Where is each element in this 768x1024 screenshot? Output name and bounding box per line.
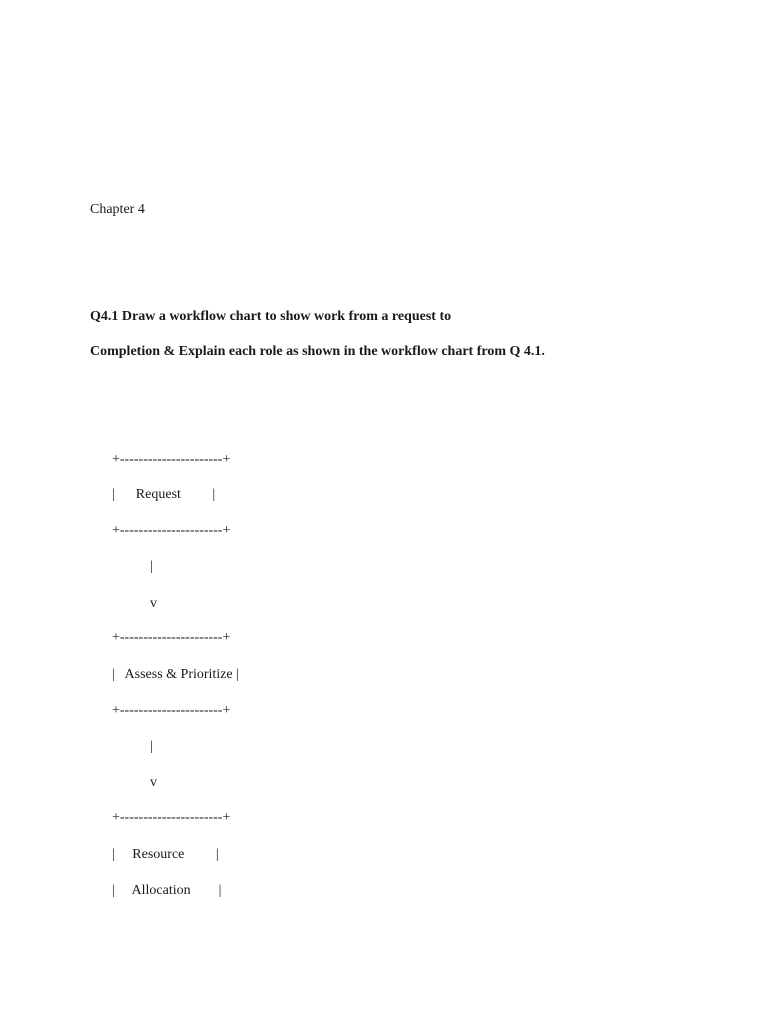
workflow-box-border: +----------------------+ [112,703,231,718]
question-text-line-2: Completion & Explain each role as shown in the workflow chart from Q 4.1. [90,344,545,359]
workflow-box-border: +----------------------+ [112,523,231,538]
workflow-step-resource: | Resource | [112,847,219,862]
workflow-step-request: | Request | [112,487,216,502]
workflow-arrow: v [150,775,157,790]
workflow-connector: | [150,559,153,574]
workflow-connector: | [150,739,153,754]
workflow-step-assess-prioritize: | Assess & Prioritize | [112,667,239,682]
workflow-arrow: v [150,596,157,611]
workflow-step-allocation: | Allocation | [112,883,222,898]
workflow-box-border: +----------------------+ [112,630,231,645]
workflow-box-border: +----------------------+ [112,452,231,467]
chapter-heading: Chapter 4 [90,202,145,217]
question-text-line-1: Q4.1 Draw a workflow chart to show work from a request to [90,309,452,324]
workflow-box-border: +----------------------+ [112,810,231,825]
